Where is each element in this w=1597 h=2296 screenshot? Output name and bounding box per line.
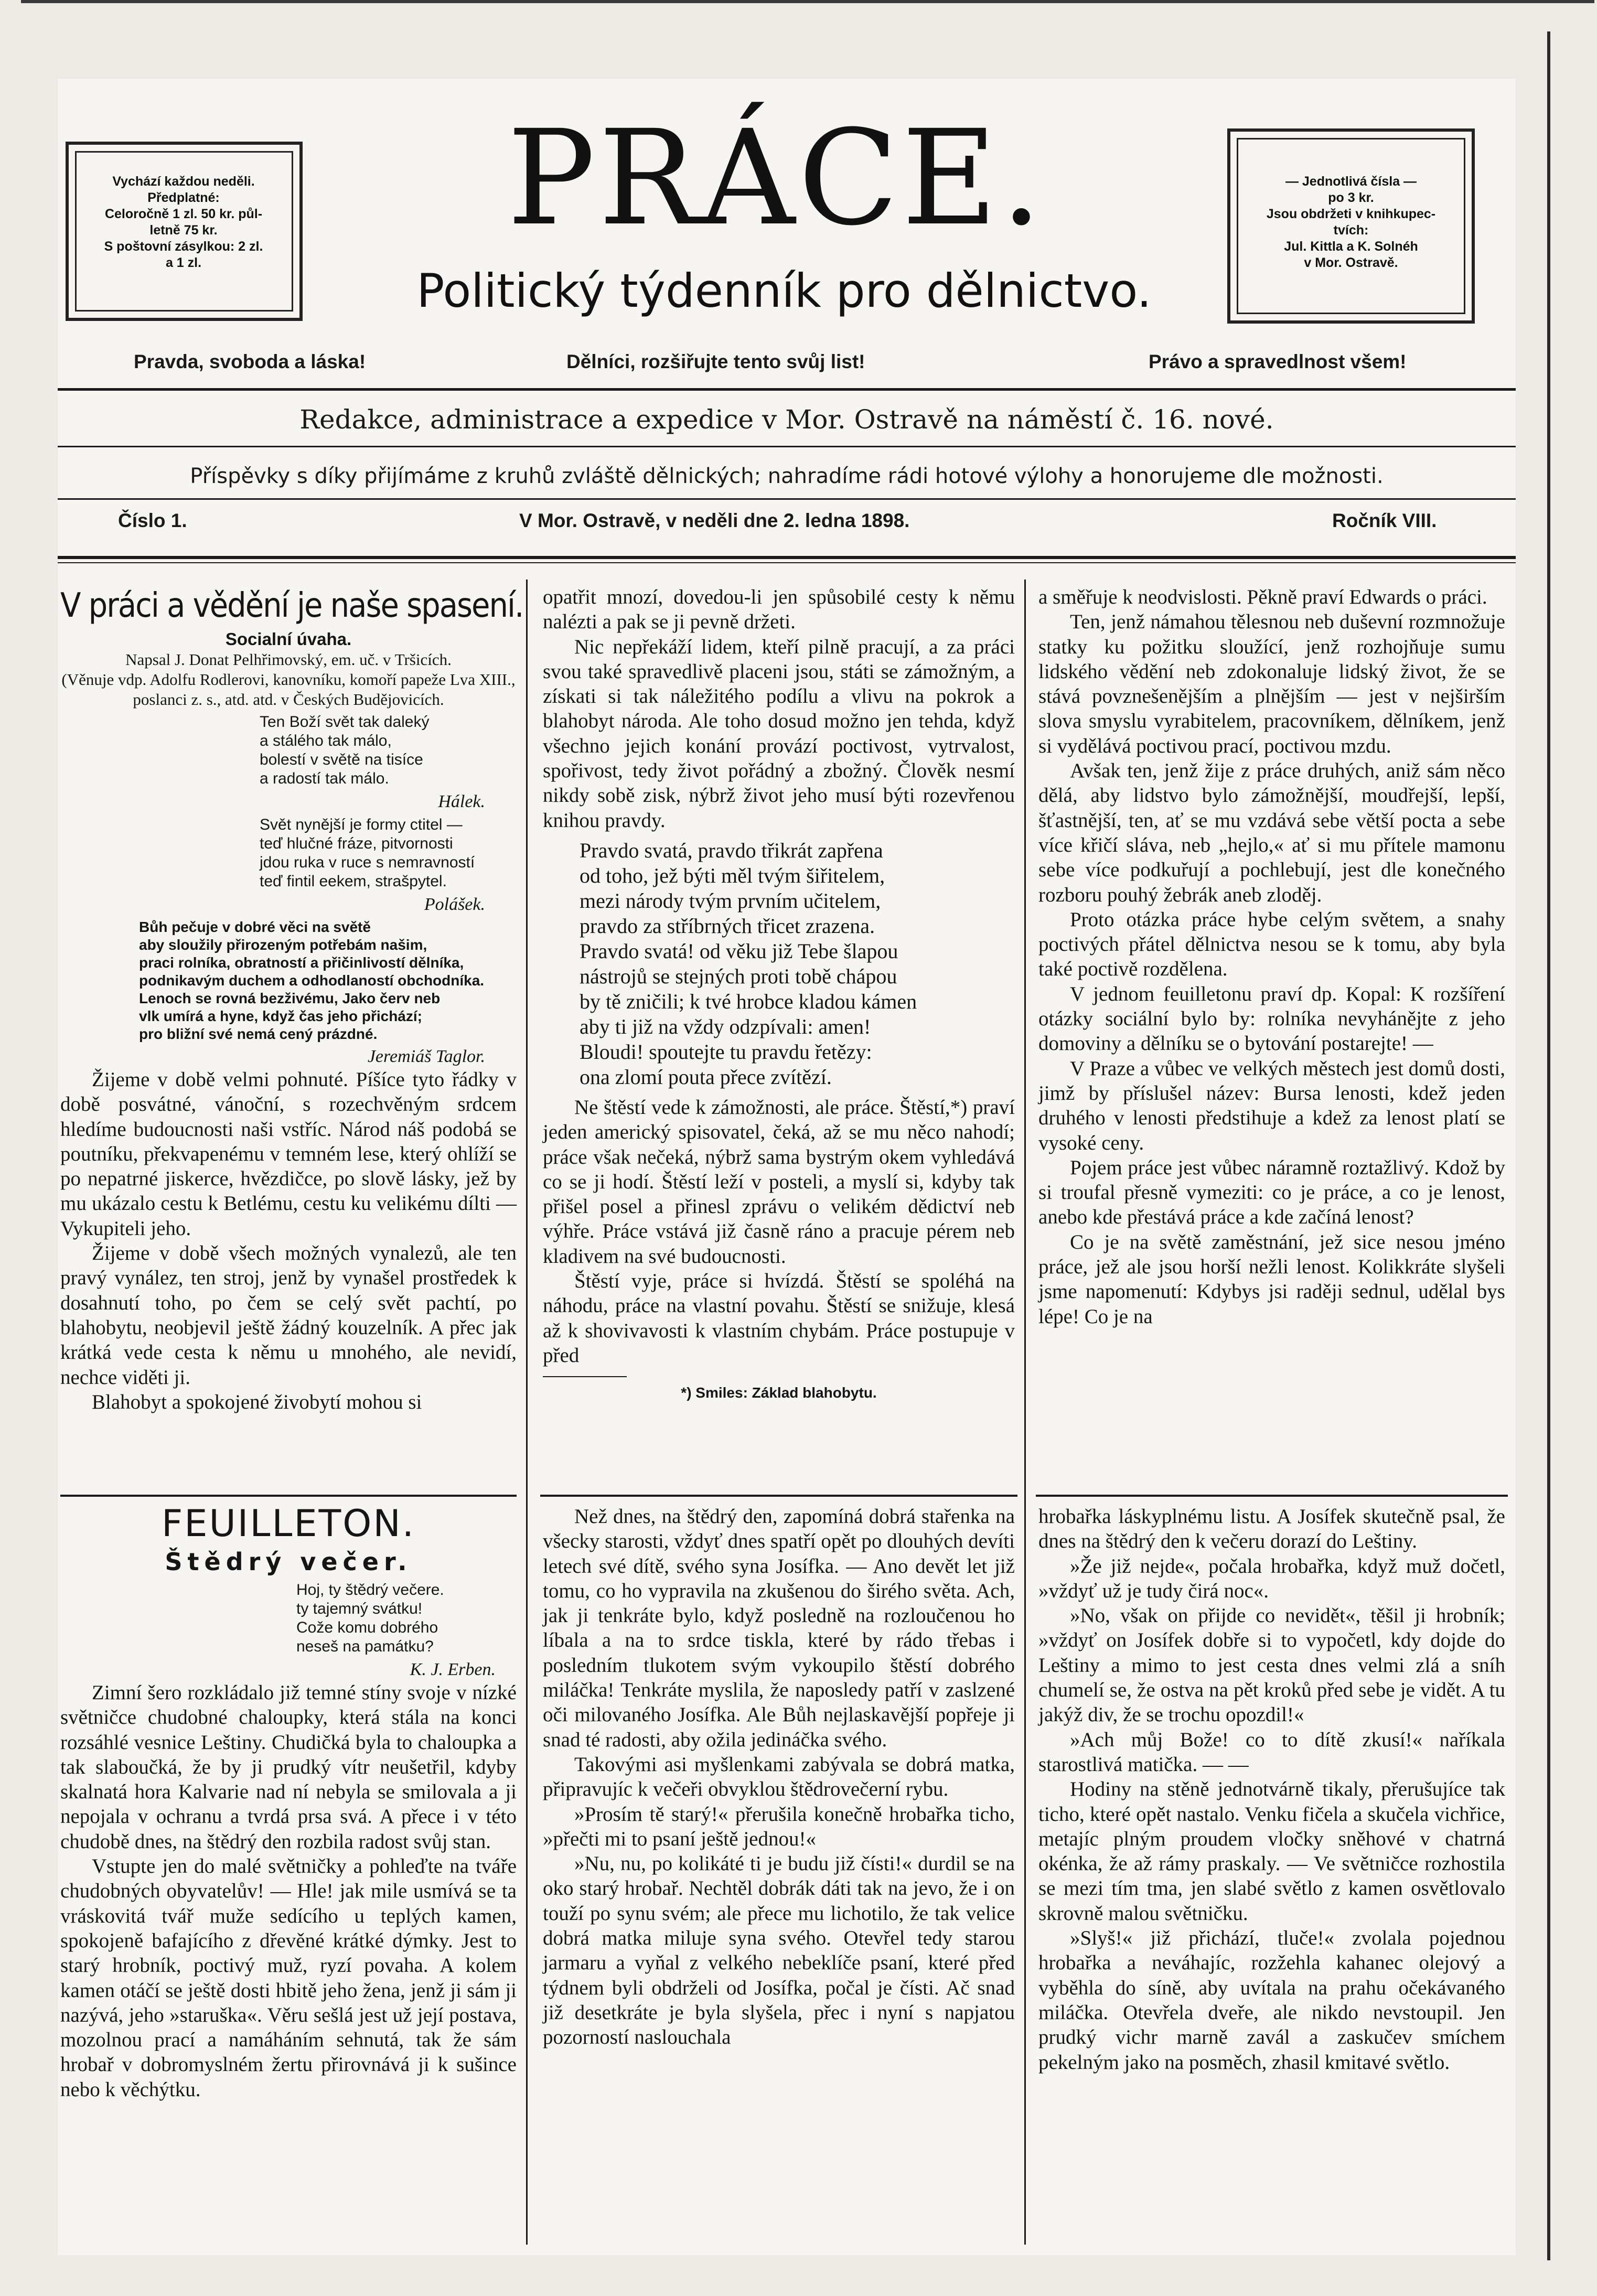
- epigraph-author-3: Jeremiáš Taglor.: [367, 1047, 485, 1066]
- feuilleton-separator-col2: [540, 1495, 1017, 1497]
- article-paragraph: Žijeme v době velmi pohnuté. Píšíce tyto řádky v době posvátné, vánoční, s rozechvěným srdcem hledíme budoucnosti naši vstříc. Národ náš podobá se poutníku, překvapenému v temném lese, který ohlíží se po nepatrné jiskerce, hvězdičce, po slově lásky, jež by mu ukázalo cestu k Betlému, cestu ku velikému dílti — Vykupiteli jeho.: [60, 1068, 517, 1240]
- issue-date: V Mor. Ostravě, v neděli dne 2. ledna 1898.: [519, 510, 910, 531]
- article-paragraph: Ne štěstí vede k zámožnosti, ale práce. Štěstí,*) praví jeden americký spisovatel, čeká, až se mu něco nahodí; práce však nečeká, nýbrž sama bystrým okem vyhledává co se ji hodí. Štěstí leží v posteli, a myslí si, kdyby tak přišel posel a přinesl zprávu o velikém dědictví neb výhře. Práce vstává již časně ráno a pracuje pérem neb kladivem na své budoucnosti.: [543, 1096, 1015, 1268]
- epigraph-poem-2: Svět nynější je formy ctitel — teď hlučné fráze, pitvornosti jdou ruka v ruce s nemravností teď fintil eekem, strašpytel.: [260, 816, 475, 890]
- article-column-3: [1038, 585, 1505, 1329]
- article-paragraph: Nic nepřekáží lidem, kteří pilně pracují, a za práci svou také spravedlivě placeni jsou, státi se zámožným, a získati si tak náležitého podílu a vlivu na pokrok a blahobyt národa. Ale toho dosud možno jen tehda, když všechno jejich konání provází poctivost, vytrvalost, spořivost, tedy život pořádný a zbožný. Člověk nesmí nikdy sobě zisk, nýbrž život jeho musí býti rozevřenou knihou pravdy.: [543, 635, 1015, 832]
- feuilleton-paragraph: »Ach můj Bože! co to dítě zkusí!« naříkala starostlivá matička. — —: [1038, 1728, 1505, 1776]
- article-paragraph: Pojem práce jest vůbec náramně roztažlivý. Kdož by si troufal přesně vymeziti: co je práce, a co je lenost, anebo kde přestává práce a kde začíná lenost?: [1038, 1156, 1505, 1229]
- verse-block: Pravdo svatá, pravdo třikrát zapřena od toho, jež býti měl tvým šiřitelem, mezi národy tvým prvním učitelem, pravdo za stříbrných třicet zrazena. Pravdo svatá! od věku již Tebe šlapou nástrojů se stejných proti tobě chápou by tě zničili; k tvé hrobce kladou kámen aby ti již na vždy odzpívali: amen! Bloudi! spoutejte tu pravdu řetězy: ona zlomí pouta přece zvítězí.: [580, 838, 917, 1089]
- issue-rule: [58, 556, 1516, 559]
- feuilleton-title: Štědrý večer.: [165, 1548, 412, 1576]
- article-paragraph: Žijeme v době všech možných vynalezů, ale ten pravý vynález, ten stroj, jenž by vynašel prostředek k dosahnutí toho, po čem se celý svět pachtí, po blahobytu, neobjevil ještě žádný kouzelník. A přec jak krátká vede cesta k němu u mnohého, ale nevidí, nechce viděti ji.: [60, 1242, 517, 1389]
- article-paragraph: V jednom feuilletonu praví dp. Kopal: K rozšíření otázky sociální bylo by: rolníka nevyhánějte z jeho domoviny a dělníku se o bytování postarejte! —: [1038, 982, 1505, 1055]
- feuilleton-paragraph: Než dnes, na štědrý den, zapomíná dobrá stařenka na všecky starosti, vždyť dnes spatří opět po dlouhých devíti letech své dítě, svého syna Josífka. — Ano devět let již tomu, co ho vypravila na zkušenou do širého světa. Ach, jak ji tenkráte bylo, když posledně na rozloučenou ho líbala a na to srdce tiskla, které by rádo třebas i posledním tlukotem svým vykoupilo štěstí dobrého miláčka! Tenkráte myslila, že naposledy patří v zaslzené oči milovaného Josífka. Ale Bůh nejlaskavější popřeje ji snad té radosti, aby ožila jedináčka svého.: [543, 1505, 1015, 1751]
- epigraph-author-1: Hálek.: [438, 792, 485, 811]
- address-rule: [58, 446, 1516, 447]
- feuilleton-paragraph: Takovými asi myšlenkami zabývala se dobrá matka, připravujíc k večeři obvyklou štědrovečerní rybu.: [543, 1753, 1015, 1801]
- feuilleton-separator-col1: [60, 1495, 517, 1497]
- issue-rule-thin: [58, 562, 1516, 563]
- subscription-box: [66, 142, 303, 321]
- feuilleton-paragraph: Zimní šero rozkládalo již temné stíny svoje v nízké světničce chudobné chaloupky, která stála na konci rozsáhlé vesnice Leštiny. Chudičká byla to chaloupka a tak slaboučká, že by ji prudký vítr neušetřil, kdyby skalnatá hora Kalvarie nad ní nebyla se smilovala a ji nepojala v ochranu a tvrdá prsa svá. A přece i v této chudobě dnes, na štědrý den rozbila radost svůj stan.: [60, 1681, 517, 1853]
- article-paragraph: Ten, jenž námahou tělesnou neb duševní rozmnožuje statky ku požitku sloužící, jenž rozhojňuje sumu lidského vědění neb zdokonaluje lidský život, že se stává povznešenějším a plnějším — jest v nejširším slova smyslu vyrabitelem, pracovníkem, dělníkem, jenž si vydělává poctivou prací, poctivou mzdu.: [1038, 610, 1505, 757]
- page-top-edge: [21, 0, 1594, 3]
- article-column-2: [543, 585, 1015, 1402]
- article-paragraph: Štěstí vyje, práce si hvízdá. Štěstí se spoléhá na náhodu, práce na vlastní povahu. Štěstí se snižuje, klesá až k shovivavosti k vlastním chybám. Práce postupuje v před: [543, 1270, 1015, 1367]
- motto-center: Dělníci, rozšiřujte tento svůj list!: [566, 351, 865, 372]
- volume-number: Ročník VIII.: [1332, 510, 1437, 531]
- page-right-edge: [1547, 31, 1550, 2260]
- article-byline: Napsal J. Donat Pelhřimovský, em. uč. v Tršicích.: [125, 650, 452, 669]
- subscription-text: Vychází každou neděli. Předplatné: Celoročně 1 zl. 50 kr. půl- letně 75 kr. S poštovní zásylkou: 2 zl. a 1 zl.: [104, 174, 263, 270]
- feuilleton-paragraph: »Že již nejde«, počala hrobařka, když muž dočetl, »vždyť už je tudy čirá noc«.: [1038, 1554, 1505, 1602]
- article-title: V práci a vědění je naše spasení.: [60, 586, 523, 625]
- feuilleton-epigraph: Hoj, ty štědrý večere. ty tajemný svátku! Cože komu dobrého neseš na památku?: [296, 1581, 444, 1655]
- masthead-rule: [58, 388, 1516, 391]
- epigraph-author-2: Polášek.: [424, 895, 485, 914]
- article-paragraph: Avšak ten, jenž žije z práce druhých, aniž sám něco dělá, aby lidstvo bylo zámožnější, moudřejší, lepší, šťastnější, ten, ať se mu vzdává sebe větší pocta a sebe více křičí sláva, neb „hejlo,« ať si mu přítele mamonu sebe více podkuřují a pochlebují, jest dle konečného rozboru pouhý žebrák aneb zloděj.: [1038, 759, 1505, 906]
- issue-number: Číslo 1.: [118, 510, 187, 531]
- article-paragraph: Blahobyt a spokojené živobytí mohou si: [92, 1390, 422, 1413]
- epigraph-poem-3: Bůh pečuje v dobré věci na světě aby sloužily přirozeným potřebám našim, praci rolníka, obratností a přičinlivostí dělníka, podnikavým duchem a odhodlaností obchodníka. Lenoch se rovná bezživému, Jako červ neb vlk umírá a hyne, když čas jeho přichází; pro bližní své nemá cený prázdné.: [139, 919, 485, 1042]
- masthead-title: PRÁCE.: [507, 102, 1046, 254]
- article-paragraph: opatřit mnozí, dovedou-li jen spůsobilé cesty k němu nalézti a pak se ji pevně držeti.: [543, 586, 1015, 634]
- contributions-line: Příspěvky s díky přijímáme z kruhů zvláště dělnických; nahradíme rádi hotové výlohy a honorujeme dle možnosti.: [190, 464, 1384, 488]
- article-paragraph: a směřuje k neodvislosti. Pěkně praví Edwards o práci.: [1038, 586, 1487, 608]
- footnote-rule: [543, 1376, 627, 1377]
- article-paragraph: V Praze a vůbec ve velkých městech jest domů dosti, jimž by příslušel název: Bursa lenosti, kdež jeden druhého v lenosti předstihuje a kdež za lenost platí se vysoké ceny.: [1038, 1057, 1505, 1154]
- contributions-rule: [58, 498, 1516, 500]
- single-copy-box: [1227, 128, 1475, 324]
- address-line: Redakce, administrace a expedice v Mor. Ostravě na náměstí č. 16. nové.: [299, 404, 1274, 435]
- article-paragraph: Co je na světě zaměstnání, jež sice nesou jméno práce, jež ale jsou horší nežli lenost. Kolikkráte slyšeli jsme napomenutí: Kdybys jsi raději sednul, udělal bys lépe! Co je na: [1038, 1230, 1505, 1328]
- column-separator-2: [1024, 580, 1026, 2245]
- masthead-subtitle: Politický týdenník pro dělnictvo.: [416, 264, 1152, 318]
- column-separator-1: [526, 580, 528, 2245]
- motto-left: Pravda, svoboda a láska!: [134, 351, 366, 372]
- footnote: *) Smiles: Základ blahobytu.: [681, 1385, 877, 1401]
- single-copy-text: — Jednotlivá čísla — po 3 kr. Jsou obdržeti v knihkupec- tvích: Jul. Kittla a K. Solnéh v Mor. Ostravě.: [1266, 174, 1436, 270]
- motto-right: Právo a spravedlnost všem!: [1149, 351, 1407, 372]
- feuilleton-column-3: [1038, 1504, 1505, 2075]
- feuilleton-column-2: [543, 1504, 1015, 2050]
- feuilleton-paragraph: Vstupte jen do malé světničky a pohleďte na tváře chudobných obyvatelův! — Hle! jak mile usmívá se ta vráskovitá tvář muže sedícího u teplých kamen, spokojeně bafajícího z dřevěné krátké dýmky. Jest to starý hrobník, poctivý muž, ryzí povaha. A kolem kamen otáčí se ještě dosti hbitě jeho žena, jenž ji sám ji nazývá, jeho »staruška«. Věru sešlá jest už její postava, mozolnou prací a namáháním sehnutá, tak že sám hrobař v dobromyslném žertu přirovnává ji k sušince nebo k věchýtku.: [60, 1855, 517, 2101]
- article-dedication: (Věnuje vdp. Adolfu Rodlerovi, kanovníku, komoří papeže Lva XIII., poslanci z. s., atd. atd. v Českých Budějovicích.: [61, 670, 516, 709]
- article-column-1: [60, 585, 523, 1414]
- feuilleton-column-1: [60, 1501, 517, 2102]
- feuilleton-paragraph: »Prosím tě starý!« přerušila konečně hrobařka ticho, »přečti mi to psaní ještě jednou!«: [543, 1803, 1015, 1850]
- feuilleton-paragraph: »Slyš!« již přichází, tluče!« zvolala pojednou hrobařka a neváhajíc, rozžehla kahanec olejový a vyběhla do síně, aby uvítala na prahu očekávaného miláčka. Otevřela dveře, ale nikdo nevstoupil. Jen prudký vichr marně zavál a zaskučev smíchem pekelným jako na posměch, zhasil kmitavé světlo.: [1038, 1927, 1505, 2074]
- feuilleton-paragraph: »No, však on přijde co nevidět«, těšil ji hrobník; »vždyť on Josífek dobře si to vypočetl, kdy dojde do Leštiny a mimo to jest cesta dnes velmi zlá a sníh chumelí se, že ostva na pět kroků před sebe je vidět. A tu jakýž div, že se trochu opozdil!«: [1038, 1604, 1505, 1726]
- feuilleton-paragraph: »Nu, nu, po kolikáté ti je budu již čísti!« durdil se na oko starý hrobař. Nechtěl dobrák dáti tak na jevo, že i on touží po synu svém; ale přece mu lichotilo, že tak velice dobrá matka miluje syna svého. Otevřel tedy starou jarmaru a vyňal z velkého nebeklíče psaní, které před týdnem byli obdrželi od Josífka, počal je čísti. Ač snad již desetkráte je byla slyšela, přec i nyní s napjatou pozorností naslouchala: [543, 1852, 1015, 2049]
- feuilleton-separator-col3: [1036, 1495, 1508, 1497]
- epigraph-poem-1: Ten Boží svět tak daleký a stálého tak málo, bolestí v světě na tisíce a radostí tak málo.: [260, 713, 430, 787]
- feuilleton-epigraph-author: K. J. Erben.: [410, 1660, 496, 1679]
- feuilleton-paragraph: Hodiny na stěně jednotvárně tikaly, přerušujíce tak ticho, které opět nastalo. Venku fičela a skučela vichřice, metajíc plným proudem vločky sněhové v chatrná okénka, že až rámy praskaly. — Ve světničce rozhostila se mezi tím tma, jen slabé světlo z kamen osvětlovalo skrovně malou světničku.: [1038, 1778, 1505, 1925]
- feuilleton-heading: FEUILLETON.: [161, 1502, 416, 1545]
- feuilleton-paragraph: hrobařka láskyplnému listu. A Josífek skutečně psal, že dnes na štědrý den k večeru dorazí do Leštiny.: [1038, 1505, 1505, 1553]
- article-subtitle: Socialní úvaha.: [225, 629, 352, 649]
- article-paragraph: Proto otázka práce hybe celým světem, a snahy poctivých přátel dělnictva nesou se k tomu, aby byla také poctivě rozdělena.: [1038, 908, 1505, 981]
